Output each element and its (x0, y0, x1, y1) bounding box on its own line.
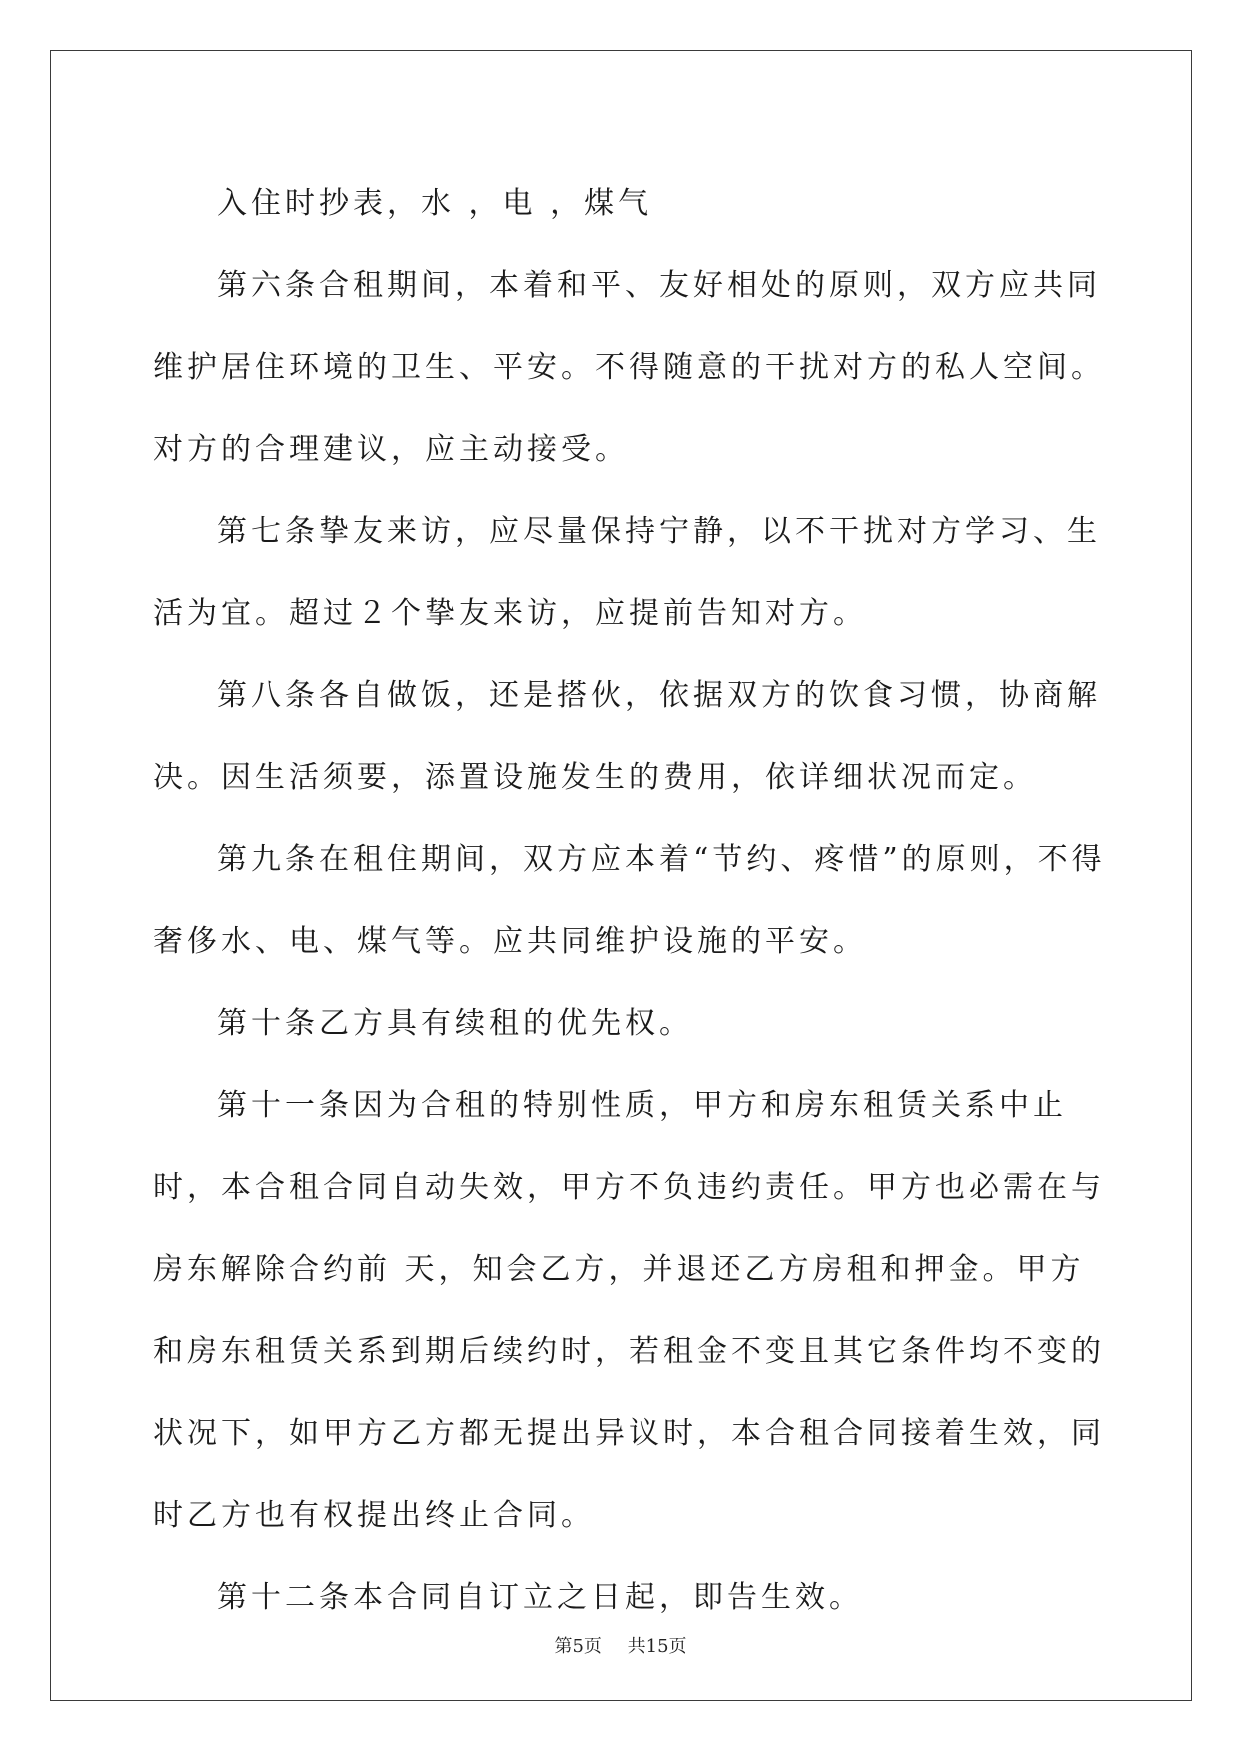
paragraph-article-10: 第十条乙方具有续租的优先权。 (217, 1006, 693, 1041)
paragraph-article-6: 第六条合租期间，本着和平、友好相处的原则，双方应共同维护居住环境的卫生、平安。不得随意的干扰对方的私人空间。对方的合理建议，应主动接受。 (153, 268, 1105, 467)
paragraph-meter-reading: 入住时抄表，水 ，电 ，煤气 (217, 186, 653, 221)
paragraph-article-7: 第七条挚友来访，应尽量保持宁静，以不干扰对方学习、生活为宜。超过２个挚友来访，应提前告知对方。 (153, 514, 1101, 631)
paragraph-article-8: 第八条各自做饭，还是搭伙，依据双方的饮食习惯，协商解决。因生活须要，添置设施发生的费用，依详细状况而定。 (153, 678, 1101, 795)
page-total: 共15页 (627, 1636, 687, 1657)
paragraph-article-11: 第十一条因为合租的特别性质，甲方和房东租赁关系中止时，本合租合同自动失效，甲方不负违约责任。甲方也必需在与房东解除合约前 天，知会乙方，并退还乙方房租和押金。甲方和房东租赁关系到期后续约时，若租金不变且其它条件均不变的状况下，如甲方乙方都无提出异议时，本合租合同接着生效，同时乙方也有权提出终止合同。 (153, 1088, 1105, 1533)
paragraph-article-12: 第十二条本合同自订立之日起，即告生效。 (217, 1580, 863, 1615)
page-footer (0, 1632, 1241, 1658)
page-number: 第5页 (554, 1636, 602, 1657)
document-body (153, 163, 1113, 1639)
paragraph-article-9: 第九条在租住期间，双方应本着“节约、疼惜”的原则，不得奢侈水、电、煤气等。应共同维护设施的平安。 (153, 842, 1106, 959)
